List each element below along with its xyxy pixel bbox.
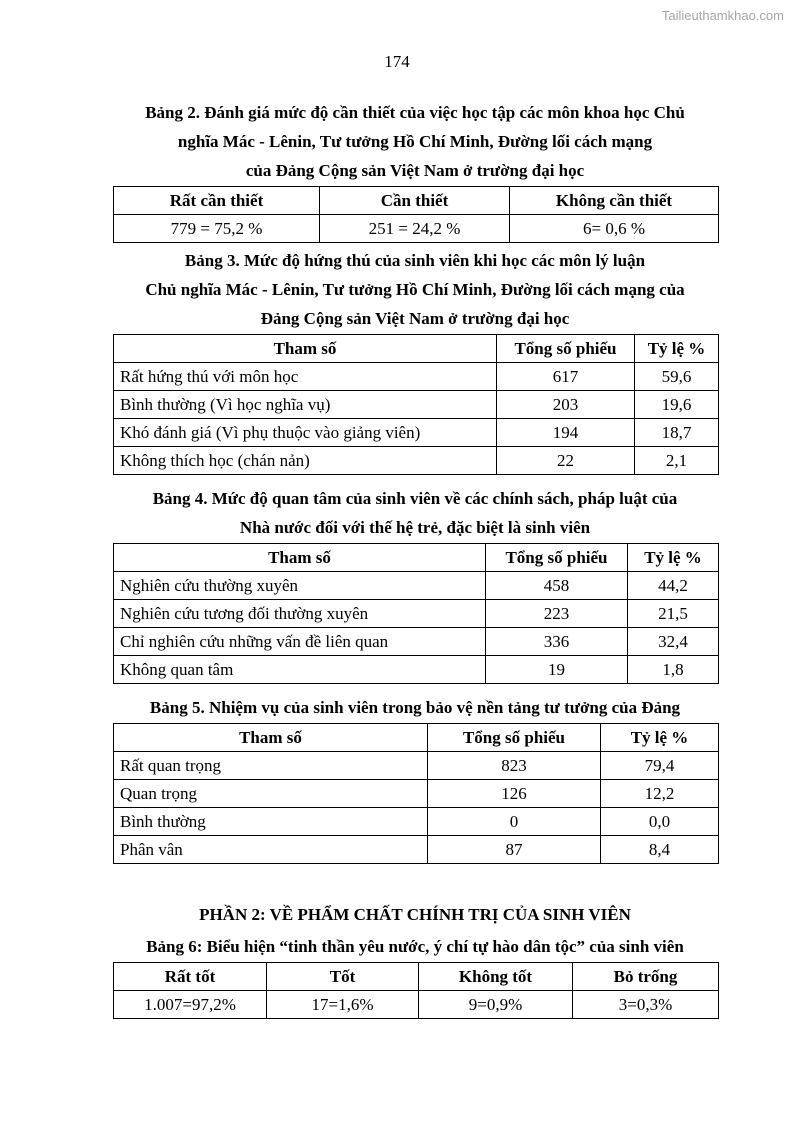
table-row xyxy=(114,628,719,656)
caption-line: Nhà nước đối với thế hệ trẻ, đặc biệt là sinh viên xyxy=(239,518,591,537)
header-cell: Không tốt xyxy=(419,963,573,991)
table-header-row xyxy=(114,724,719,752)
count-cell: 458 xyxy=(486,572,628,600)
table-header-row xyxy=(114,335,719,363)
caption-line: Bảng 5. Nhiệm vụ của sinh viên trong bảo vệ nền tảng tư tưởng của Đảng xyxy=(149,698,681,717)
caption-line: Đảng Cộng sản Việt Nam ở trường đại học xyxy=(260,309,570,328)
percent-cell: 2,1 xyxy=(635,447,719,475)
header-cell: Không cần thiết xyxy=(510,187,719,215)
param-cell: Không quan tâm xyxy=(114,656,486,684)
value-cell: 251 = 24,2 % xyxy=(320,215,510,243)
header-cell: Tham số xyxy=(114,335,497,363)
value-cell: 1.007=97,2% xyxy=(114,991,267,1019)
header-cell: Tỷ lệ % xyxy=(601,724,719,752)
header-cell: Tốt xyxy=(267,963,419,991)
header-cell: Rất tốt xyxy=(114,963,267,991)
header-cell: Rất cần thiết xyxy=(114,187,320,215)
table-row xyxy=(114,752,719,780)
section-heading: PHẦN 2: VỀ PHẨM CHẤT CHÍNH TRỊ CỦA SINH VIÊN xyxy=(199,905,631,924)
header-cell: Tỷ lệ % xyxy=(628,544,719,572)
percent-cell: 32,4 xyxy=(628,628,719,656)
watermark: Tailieuthamkhao.com xyxy=(661,8,784,23)
table-row xyxy=(114,656,719,684)
param-cell: Quan trọng xyxy=(114,780,428,808)
table-row xyxy=(114,419,719,447)
caption-line: Bảng 2. Đánh giá mức độ cần thiết của việc học tập các môn khoa học Chủ xyxy=(145,103,685,122)
table-row xyxy=(114,391,719,419)
param-cell: Không thích học (chán nản) xyxy=(114,447,497,475)
count-cell: 22 xyxy=(497,447,635,475)
percent-cell: 44,2 xyxy=(628,572,719,600)
caption-line: Chủ nghĩa Mác - Lênin, Tư tưởng Hồ Chí Minh, Đường lối cách mạng của xyxy=(145,280,685,299)
header-cell: Tổng số phiếu xyxy=(497,335,635,363)
header-cell: Bỏ trống xyxy=(573,963,719,991)
percent-cell: 0,0 xyxy=(601,808,719,836)
count-cell: 223 xyxy=(486,600,628,628)
param-cell: Bình thường xyxy=(114,808,428,836)
caption-line: Bảng 4. Mức độ quan tâm của sinh viên về các chính sách, pháp luật của xyxy=(152,489,678,508)
count-cell: 203 xyxy=(497,391,635,419)
param-cell: Chỉ nghiên cứu những vấn đề liên quan xyxy=(114,628,486,656)
count-cell: 87 xyxy=(428,836,601,864)
table3 xyxy=(113,334,719,475)
table6 xyxy=(113,962,719,1019)
table6-caption xyxy=(100,932,730,961)
table-row xyxy=(114,447,719,475)
percent-cell: 79,4 xyxy=(601,752,719,780)
header-cell: Tỷ lệ % xyxy=(635,335,719,363)
table-row xyxy=(114,808,719,836)
param-cell: Rất hứng thú với môn học xyxy=(114,363,497,391)
table4-caption xyxy=(100,484,730,542)
percent-cell: 12,2 xyxy=(601,780,719,808)
value-cell: 17=1,6% xyxy=(267,991,419,1019)
table-row xyxy=(114,836,719,864)
caption-line: Bảng 3. Mức độ hứng thú của sinh viên khi học các môn lý luận xyxy=(184,251,646,270)
count-cell: 126 xyxy=(428,780,601,808)
table-header-row xyxy=(114,963,719,991)
table-row xyxy=(114,215,719,243)
table2 xyxy=(113,186,719,243)
param-cell: Nghiên cứu thường xuyên xyxy=(114,572,486,600)
value-cell: 779 = 75,2 % xyxy=(114,215,320,243)
value-cell: 6= 0,6 % xyxy=(510,215,719,243)
table-row xyxy=(114,991,719,1019)
caption-line: của Đảng Cộng sản Việt Nam ở trường đại học xyxy=(245,161,585,180)
table-row xyxy=(114,572,719,600)
table2-caption xyxy=(100,98,730,185)
table-row xyxy=(114,363,719,391)
table4 xyxy=(113,543,719,684)
count-cell: 19 xyxy=(486,656,628,684)
table5-caption xyxy=(100,693,730,722)
table-header-row xyxy=(114,187,719,215)
percent-cell: 8,4 xyxy=(601,836,719,864)
table-row xyxy=(114,780,719,808)
table5 xyxy=(113,723,719,864)
header-cell: Cần thiết xyxy=(320,187,510,215)
percent-cell: 1,8 xyxy=(628,656,719,684)
value-cell: 3=0,3% xyxy=(573,991,719,1019)
table3-caption xyxy=(100,246,730,333)
caption-line: nghĩa Mác - Lênin, Tư tưởng Hồ Chí Minh, Đường lối cách mạng xyxy=(177,132,653,151)
percent-cell: 21,5 xyxy=(628,600,719,628)
count-cell: 336 xyxy=(486,628,628,656)
page-number: 174 xyxy=(384,52,410,71)
param-cell: Bình thường (Vì học nghĩa vụ) xyxy=(114,391,497,419)
param-cell: Nghiên cứu tương đối thường xuyên xyxy=(114,600,486,628)
param-cell: Rất quan trọng xyxy=(114,752,428,780)
count-cell: 0 xyxy=(428,808,601,836)
header-cell: Tổng số phiếu xyxy=(486,544,628,572)
caption-line: Bảng 6: Biểu hiện “tinh thần yêu nước, ý chí tự hào dân tộc” của sinh viên xyxy=(146,937,684,956)
header-cell: Tham số xyxy=(114,544,486,572)
header-cell: Tham số xyxy=(114,724,428,752)
value-cell: 9=0,9% xyxy=(419,991,573,1019)
percent-cell: 18,7 xyxy=(635,419,719,447)
count-cell: 194 xyxy=(497,419,635,447)
header-cell: Tổng số phiếu xyxy=(428,724,601,752)
table-header-row xyxy=(114,544,719,572)
param-cell: Khó đánh giá (Vì phụ thuộc vào giảng viên) xyxy=(114,419,497,447)
percent-cell: 19,6 xyxy=(635,391,719,419)
table-row xyxy=(114,600,719,628)
count-cell: 823 xyxy=(428,752,601,780)
percent-cell: 59,6 xyxy=(635,363,719,391)
count-cell: 617 xyxy=(497,363,635,391)
param-cell: Phân vân xyxy=(114,836,428,864)
